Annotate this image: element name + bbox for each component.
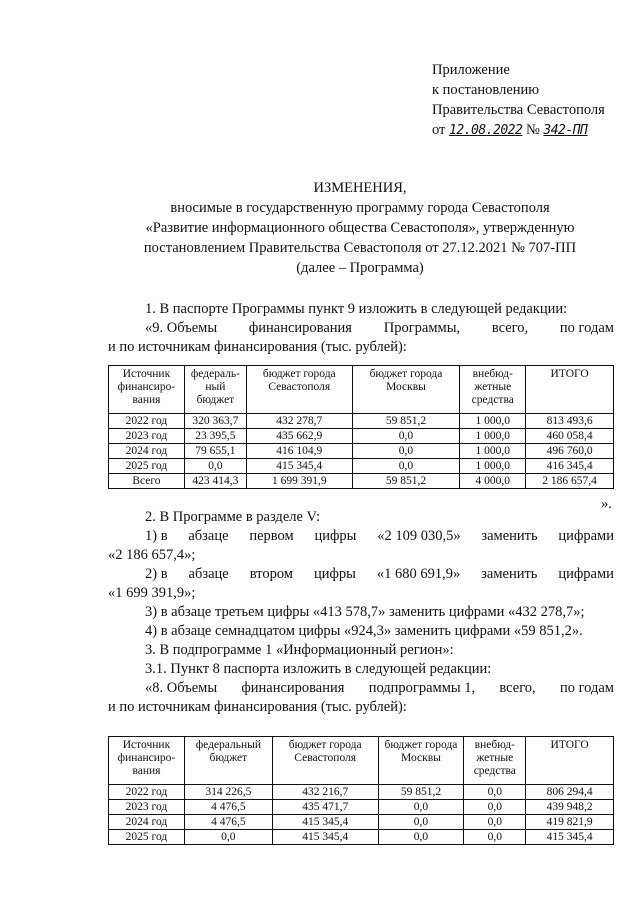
- s3-word: по годам: [559, 680, 614, 696]
- s1-word: «9. Объемы: [145, 320, 218, 336]
- title-line-2: вносимые в государственную программу города Севастополя: [170, 200, 550, 216]
- s3-word: «8. Объемы: [145, 680, 218, 696]
- s3-word: финансирования: [241, 680, 345, 696]
- table-cell: 439 948,2: [526, 800, 614, 815]
- title-line-5: (далее – Программа): [296, 260, 424, 276]
- table-cell: 59 851,2: [352, 414, 460, 429]
- section2-item3: 3) в абзаце третьем цифры «413 578,7» заменить цифрами «432 278,7»;: [145, 604, 585, 620]
- table-cell: 2 186 657,4: [526, 474, 614, 489]
- s2-word: первом: [249, 528, 294, 544]
- table-cell: 1 000,0: [460, 429, 526, 444]
- s2-word: цифры: [314, 528, 357, 544]
- appendix-line-3: Правительства Севастополя: [432, 102, 605, 118]
- date-prefix: от: [432, 122, 446, 138]
- table1-header-cell: ИТОГО: [526, 366, 614, 414]
- s2-word: 2) в: [145, 566, 168, 582]
- table-cell: 432 278,7: [246, 414, 352, 429]
- section1-quote-continuation: и по источникам финансирования (тыс. рублей):: [108, 339, 407, 355]
- s2-word: «2 109 030,5»: [377, 528, 461, 544]
- table-cell: 2025 год: [109, 459, 185, 474]
- section1-quote-line: [145, 319, 614, 338]
- table-row: [109, 830, 614, 845]
- table-cell: 23 395,5: [184, 429, 246, 444]
- table-row: [109, 785, 614, 800]
- appendix-line-1: Приложение: [432, 62, 510, 78]
- table2-header-cell: бюджет города Москвы: [378, 737, 464, 785]
- table-row: [109, 459, 614, 474]
- table2-header-cell: Источник финансиро-вания: [109, 737, 185, 785]
- table-cell: 0,0: [352, 459, 460, 474]
- table-cell: 416 345,4: [526, 459, 614, 474]
- s2-word: «1 680 691,9»: [376, 566, 461, 582]
- table2-header-cell: бюджет города Севастополя: [272, 737, 378, 785]
- table1-header-cell: бюджет города Москвы: [352, 366, 460, 414]
- table-cell: 2024 год: [109, 444, 185, 459]
- table-cell: 415 345,4: [246, 459, 352, 474]
- table-cell: 4 476,5: [184, 800, 272, 815]
- table1-header-cell: Источник финансиро-вания: [109, 366, 185, 414]
- table-cell: 0,0: [378, 815, 464, 830]
- table-cell: 0,0: [464, 785, 526, 800]
- table-cell: 59 851,2: [352, 474, 460, 489]
- financing-table-2: [108, 736, 614, 845]
- table-cell: 1 000,0: [460, 444, 526, 459]
- table-row: [109, 815, 614, 830]
- table2-header-cell: ИТОГО: [526, 737, 614, 785]
- table-cell: 1 000,0: [460, 459, 526, 474]
- section2-item2: [145, 565, 614, 584]
- s1-word: всего,: [491, 320, 529, 336]
- table-cell: 415 345,4: [526, 830, 614, 845]
- section2-item1-cont: «2 186 657,4»;: [108, 547, 196, 563]
- appendix-block: [432, 60, 605, 141]
- table-cell: 423 414,3: [184, 474, 246, 489]
- table-cell: 4 476,5: [184, 815, 272, 830]
- table-cell: 1 000,0: [460, 414, 526, 429]
- section3-sub1: 3.1. Пункт 8 паспорта изложить в следующей редакции:: [145, 661, 492, 677]
- section2-item2-cont: «1 699 391,9»;: [108, 585, 196, 601]
- appendix-date-line: [432, 120, 605, 141]
- s1-word: по годам: [559, 320, 614, 336]
- s2-word: цифрами: [558, 566, 614, 582]
- table1-header-cell: федераль-ный бюджет: [184, 366, 246, 414]
- table-cell: 435 471,7: [272, 800, 378, 815]
- financing-table-1: [108, 365, 614, 489]
- s1-word: Программы,: [383, 320, 461, 336]
- s2-word: цифры: [313, 566, 356, 582]
- table-cell: 0,0: [378, 830, 464, 845]
- table-cell: 0,0: [464, 800, 526, 815]
- table-cell: 2022 год: [109, 785, 185, 800]
- handwritten-number: 342-ПП: [543, 123, 588, 138]
- table1-header-cell: внебюд-жетные средства: [460, 366, 526, 414]
- table-cell: 2022 год: [109, 414, 185, 429]
- table-cell: 806 294,4: [526, 785, 614, 800]
- number-sign: №: [525, 122, 540, 138]
- table-cell: 415 345,4: [272, 815, 378, 830]
- table-cell: 0,0: [352, 429, 460, 444]
- s2-word: цифрами: [558, 528, 614, 544]
- section3-intro: 3. В подпрограмме 1 «Информационный регион»:: [145, 642, 454, 658]
- table-cell: 460 058,4: [526, 429, 614, 444]
- s3-word: всего,: [499, 680, 536, 696]
- table-cell: 432 216,7: [272, 785, 378, 800]
- table-row: [109, 414, 614, 429]
- table-cell: Всего: [109, 474, 185, 489]
- table-cell: 0,0: [184, 459, 246, 474]
- table-cell: 0,0: [464, 830, 526, 845]
- table-row: [109, 800, 614, 815]
- table-cell: 0,0: [352, 444, 460, 459]
- table-cell: 416 104,9: [246, 444, 352, 459]
- table-cell: 59 851,2: [378, 785, 464, 800]
- table-cell: 415 345,4: [272, 830, 378, 845]
- table1-header-cell: бюджет города Севастополя: [246, 366, 352, 414]
- s1-word: финансирования: [248, 320, 352, 336]
- handwritten-date: 12.08.2022: [449, 123, 523, 138]
- table-cell: 496 760,0: [526, 444, 614, 459]
- quote-closing: ».: [601, 496, 612, 512]
- table-cell: 79 655,1: [184, 444, 246, 459]
- table-row: [109, 429, 614, 444]
- s2-word: заменить: [481, 566, 538, 582]
- table-cell: 0,0: [184, 830, 272, 845]
- table-cell: 2023 год: [109, 429, 185, 444]
- table2-header-cell: федеральный бюджет: [184, 737, 272, 785]
- title-line-3: «Развитие информационного общества Севастополя», утвержденную: [145, 220, 575, 236]
- table-cell: 1 699 391,9: [246, 474, 352, 489]
- table-cell: 0,0: [464, 815, 526, 830]
- table1-header-row: [109, 366, 614, 414]
- table-cell: 4 000,0: [460, 474, 526, 489]
- table-row-total: [109, 474, 614, 489]
- table2-header-row: [109, 737, 614, 785]
- s2-word: абзаце: [188, 566, 229, 582]
- table-cell: 419 821,9: [526, 815, 614, 830]
- s3-word: подпрограммы 1,: [368, 680, 476, 696]
- section3-quote-line: [145, 679, 614, 698]
- title-heading: ИЗМЕНЕНИЯ,: [313, 180, 407, 196]
- table-cell: 2023 год: [109, 800, 185, 815]
- s2-word: 1) в: [145, 528, 168, 544]
- section2-intro: 2. В Программе в разделе V:: [145, 509, 320, 525]
- appendix-line-2: к постановлению: [432, 82, 540, 98]
- s2-word: абзаце: [188, 528, 229, 544]
- s2-word: втором: [249, 566, 293, 582]
- table-cell: 2024 год: [109, 815, 185, 830]
- table-cell: 314 226,5: [184, 785, 272, 800]
- title-line-4: постановлением Правительства Севастополя от 27.12.2021 № 707-ПП: [143, 240, 577, 256]
- s2-word: заменить: [481, 528, 538, 544]
- section2-item1: [145, 527, 614, 546]
- table-cell: 0,0: [378, 800, 464, 815]
- table-cell: 2025 год: [109, 830, 185, 845]
- section1-intro: 1. В паспорте Программы пункт 9 изложить в следующей редакции:: [145, 301, 568, 317]
- table2-header-cell: внебюд-жетные средства: [464, 737, 526, 785]
- document-title: [60, 178, 640, 278]
- section2-item4: 4) в абзаце семнадцатом цифры «924,3» заменить цифрами «59 851,2».: [145, 623, 583, 639]
- table-cell: 435 662,9: [246, 429, 352, 444]
- section3-quote-continuation: и по источникам финансирования (тыс. рублей):: [108, 699, 407, 715]
- table-cell: 320 363,7: [184, 414, 246, 429]
- table-cell: 813 493,6: [526, 414, 614, 429]
- table-row: [109, 444, 614, 459]
